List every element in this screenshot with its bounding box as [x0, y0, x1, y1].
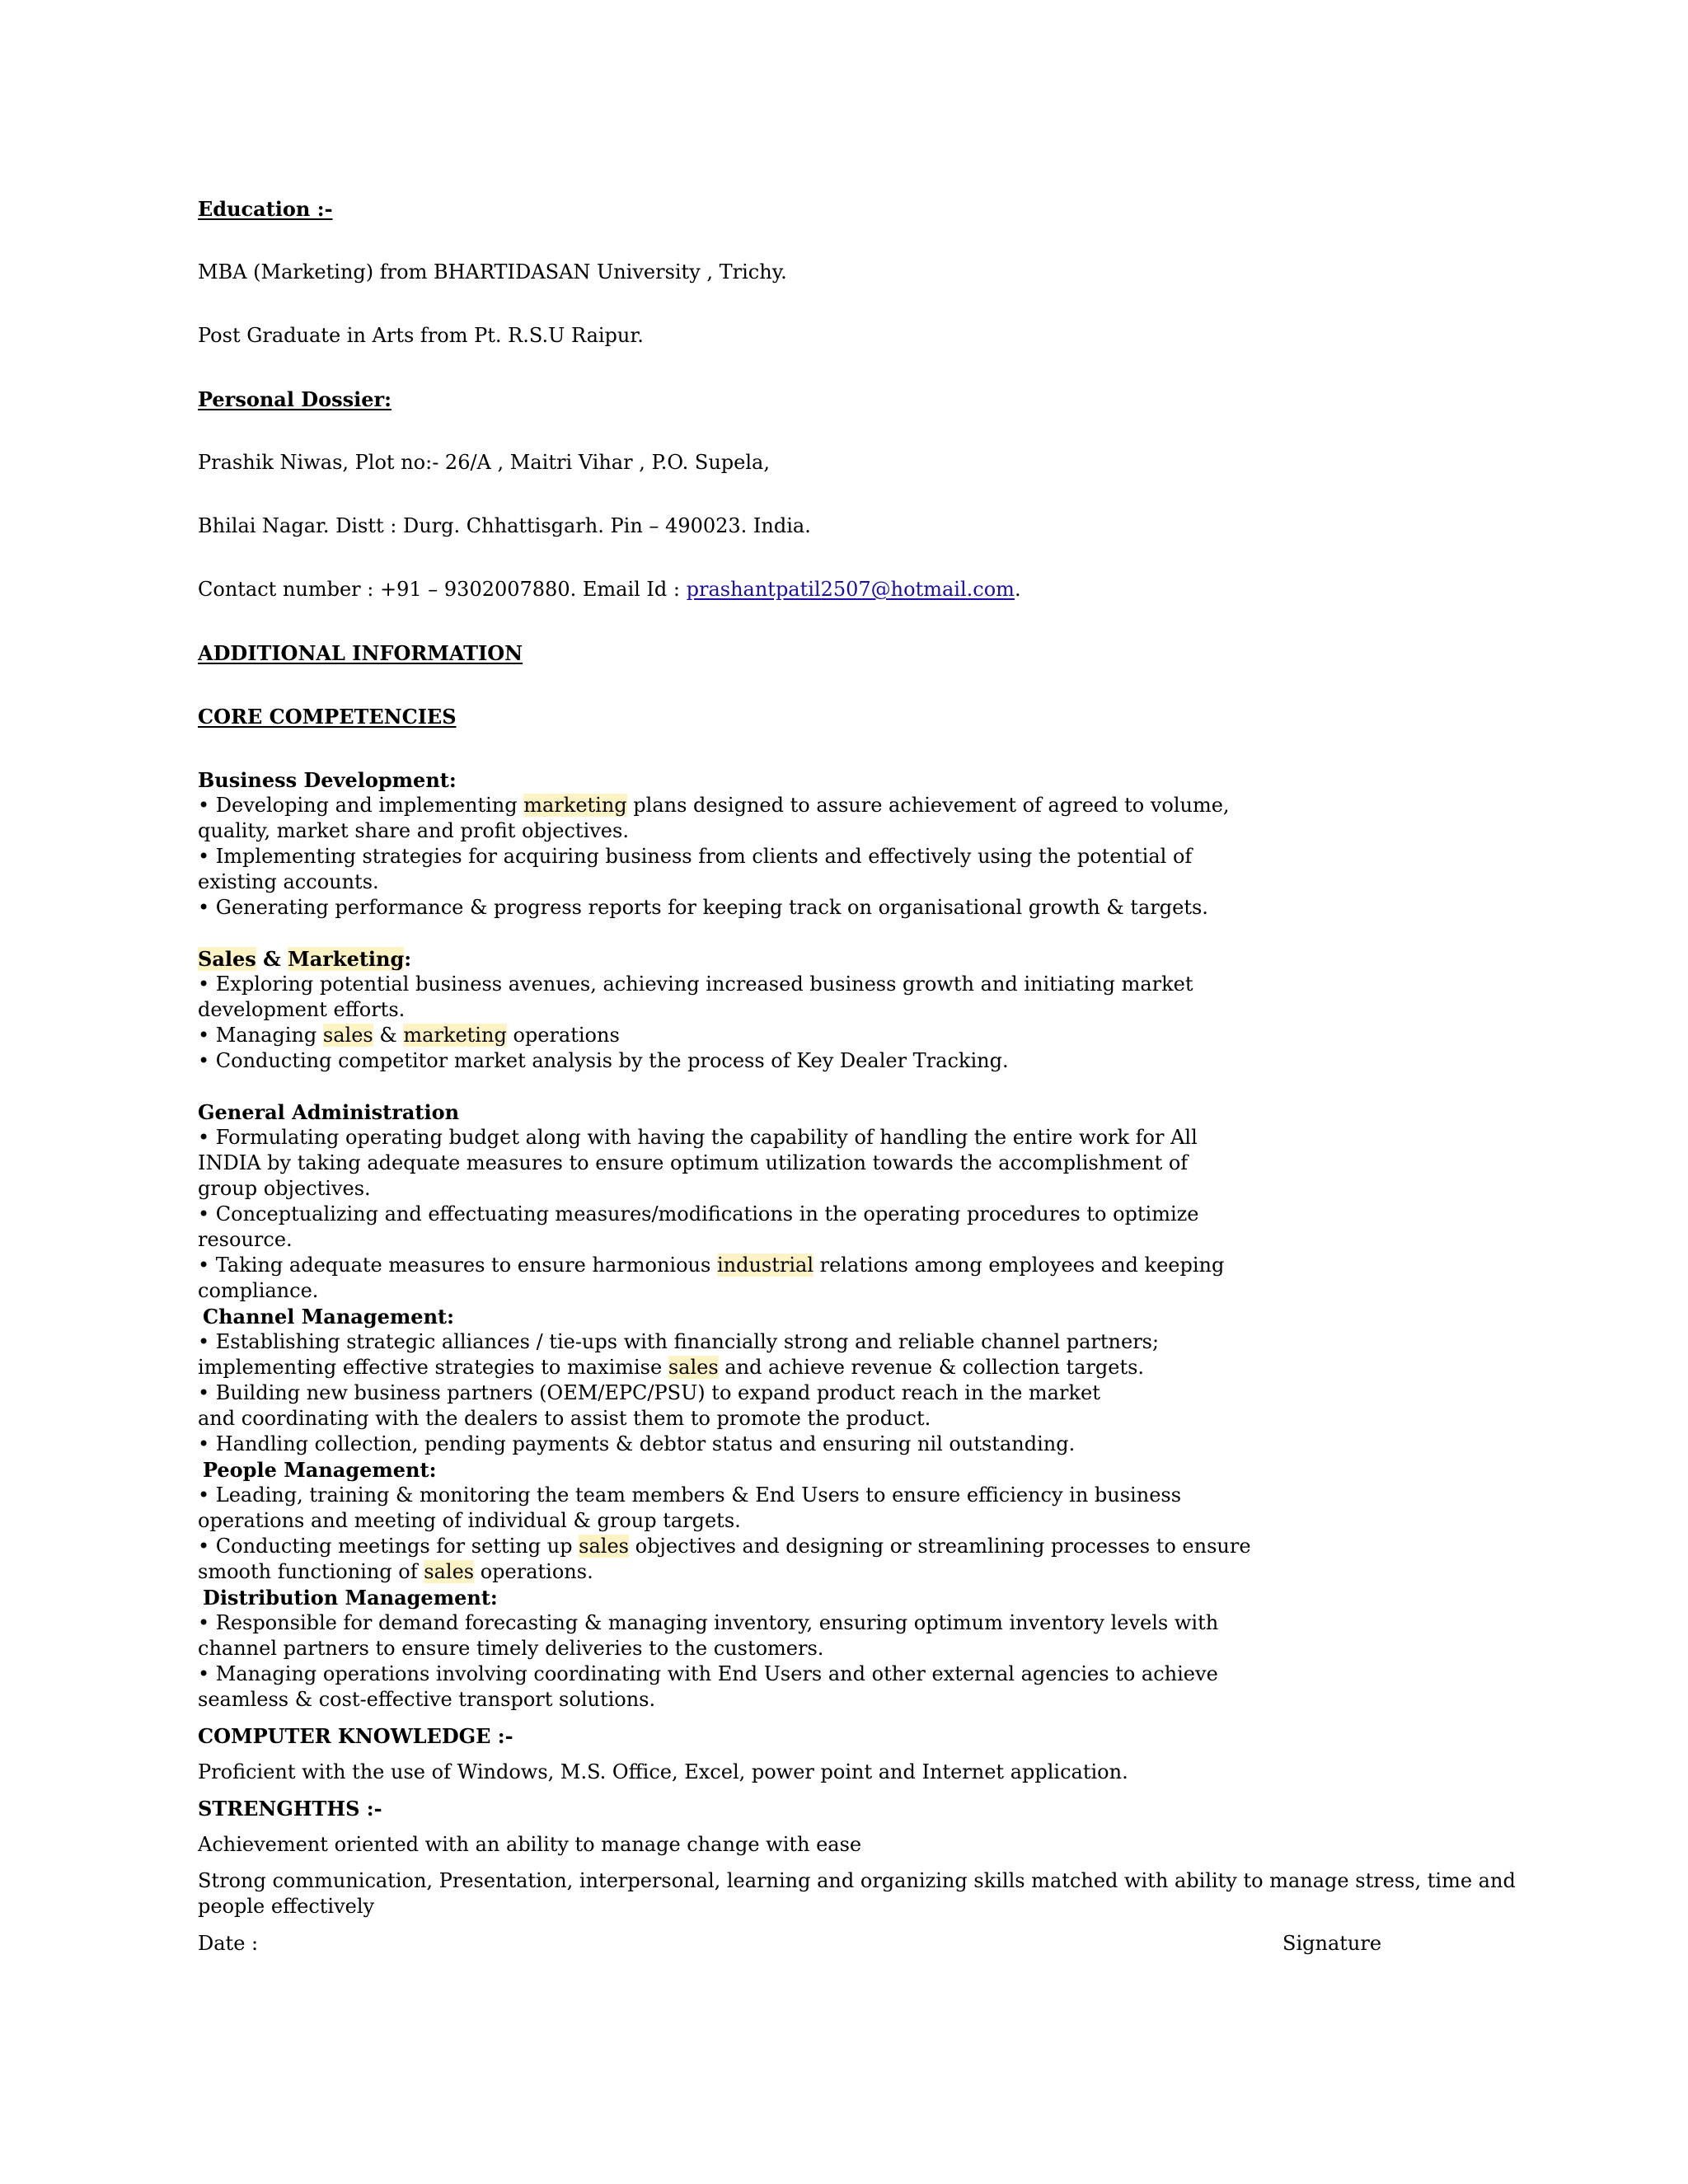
channel-mgmt-bullet-2-cont: and coordinating with the dealers to assist them to promote the product. — [198, 1407, 931, 1430]
sales-marketing-bullet-1: • Exploring potential business avenues, achieving increased business growth and initiating market — [198, 972, 1193, 996]
bullet-text: • Conducting meetings for setting up — [198, 1535, 579, 1558]
title-text: & — [256, 947, 288, 971]
strength-item-1: Achievement oriented with an ability to manage change with ease — [198, 1833, 862, 1856]
distribution-mgmt-bullet-2: • Managing operations involving coordinating with End Users and other external agencies to achieve — [198, 1662, 1218, 1685]
bullet-text: • Managing — [198, 1024, 323, 1047]
education-item-pg: Post Graduate in Arts from Pt. R.S.U Raipur. — [198, 324, 644, 347]
bullet-text: • Taking adequate measures to ensure harmonious — [198, 1254, 717, 1277]
distribution-management-title: Distribution Management: — [203, 1586, 498, 1610]
title-text: : — [404, 947, 412, 971]
bullet-text: operations. — [474, 1560, 593, 1583]
sales-marketing-bullet-2 — [198, 1023, 620, 1048]
personal-dossier-heading: Personal Dossier: — [198, 387, 392, 411]
people-mgmt-bullet-1-cont: operations and meeting of individual & group targets. — [198, 1509, 741, 1532]
general-admin-bullet-2: • Conceptualizing and effectuating measures/modifications in the operating procedures to optimize — [198, 1202, 1199, 1226]
general-admin-bullet-2-cont: resource. — [198, 1228, 293, 1251]
people-mgmt-bullet-2 — [198, 1534, 1251, 1559]
business-development-bullet-1 — [198, 793, 1230, 818]
education-heading: Education :- — [198, 197, 333, 221]
email-link[interactable]: prashantpatil2507@hotmail.com — [686, 578, 1015, 601]
general-admin-bullet-3-cont: compliance. — [198, 1279, 319, 1302]
signature-label: Signature — [1282, 1932, 1382, 1955]
general-administration-title: General Administration — [198, 1100, 460, 1124]
highlight-term: sales — [424, 1560, 475, 1583]
highlight-term: industrial — [716, 1254, 814, 1277]
people-mgmt-bullet-1: • Leading, training & monitoring the team members & End Users to ensure efficiency in business — [198, 1483, 1182, 1507]
distribution-mgmt-bullet-2-cont: seamless & cost-effective transport solutions. — [198, 1688, 656, 1711]
bullet-text: & — [373, 1024, 404, 1047]
bullet-text: implementing effective strategies to maximise — [198, 1356, 668, 1379]
business-development-bullet-1-cont: quality, market share and profit objectives. — [198, 819, 629, 842]
bullet-text: operations — [506, 1024, 620, 1047]
computer-knowledge-heading: COMPUTER KNOWLEDGE :- — [198, 1724, 513, 1748]
highlight-term: sales — [322, 1024, 373, 1047]
business-development-bullet-2-cont: existing accounts. — [198, 870, 379, 893]
sales-marketing-title — [198, 946, 411, 972]
general-admin-bullet-1-cont: INDIA by taking adequate measures to ensure optimum utilization towards the accomplishment of — [198, 1151, 1189, 1174]
address-line-1: Prashik Niwas, Plot no:- 26/A , Maitri Vihar , P.O. Supela, — [198, 451, 770, 474]
highlight-term: Marketing — [288, 947, 405, 971]
strength-item-2: Strong communication, Presentation, interpersonal, learning and organizing skills matched with ability to manage stress, time and — [198, 1869, 1516, 1892]
channel-management-title: Channel Management: — [203, 1305, 454, 1329]
bullet-text: smooth functioning of — [198, 1560, 424, 1583]
sales-marketing-bullet-3: • Conducting competitor market analysis by the process of Key Dealer Tracking. — [198, 1049, 1009, 1072]
bullet-text: relations among employees and keeping — [814, 1254, 1225, 1277]
business-development-bullet-3: • Generating performance & progress reports for keeping track on organisational growth & targets. — [198, 896, 1208, 919]
highlight-term: marketing — [523, 794, 627, 817]
general-admin-bullet-1: • Formulating operating budget along with having the capability of handling the entire work for All — [198, 1126, 1198, 1149]
highlight-term: Sales — [198, 947, 256, 971]
people-mgmt-bullet-2-cont — [198, 1559, 593, 1585]
strength-item-2-cont: people effectively — [198, 1895, 375, 1918]
channel-mgmt-bullet-1-cont — [198, 1355, 1144, 1380]
date-label: Date : — [198, 1932, 259, 1955]
strengths-heading: STRENGHTHS :- — [198, 1797, 382, 1821]
address-line-2: Bhilai Nagar. Distt : Durg. Chhattisgarh. Pin – 490023. India. — [198, 514, 811, 537]
channel-mgmt-bullet-1: • Establishing strategic alliances / tie-ups with financially strong and reliable channel partners; — [198, 1330, 1160, 1353]
core-competencies-heading: CORE COMPETENCIES — [198, 705, 457, 729]
channel-mgmt-bullet-3: • Handling collection, pending payments & debtor status and ensuring nil outstanding. — [198, 1432, 1076, 1455]
contact-number: Contact number : +91 – 9302007880. Email Id : — [198, 578, 687, 601]
general-admin-bullet-1-cont: group objectives. — [198, 1177, 371, 1200]
sales-marketing-bullet-1-cont: development efforts. — [198, 998, 406, 1021]
bullet-text: plans designed to assure achievement of agreed to volume, — [626, 794, 1230, 817]
contact-suffix: . — [1014, 578, 1021, 601]
highlight-term: sales — [579, 1535, 629, 1558]
business-development-bullet-2: • Implementing strategies for acquiring business from clients and effectively using the potential of — [198, 845, 1193, 868]
distribution-mgmt-bullet-1: • Responsible for demand forecasting & managing inventory, ensuring optimum inventory levels with — [198, 1611, 1219, 1634]
bullet-text: • Developing and implementing — [198, 794, 524, 817]
distribution-mgmt-bullet-1-cont: channel partners to ensure timely deliveries to the customers. — [198, 1637, 824, 1660]
bullet-text: and achieve revenue & collection targets. — [718, 1356, 1145, 1379]
highlight-term: sales — [668, 1356, 719, 1379]
channel-mgmt-bullet-2: • Building new business partners (OEM/EPC/PSU) to expand product reach in the market — [198, 1381, 1100, 1404]
computer-knowledge-text: Proficient with the use of Windows, M.S. Office, Excel, power point and Internet application. — [198, 1760, 1128, 1783]
highlight-term: marketing — [403, 1024, 507, 1047]
additional-information-heading: ADDITIONAL INFORMATION — [198, 641, 523, 665]
business-development-title: Business Development: — [198, 768, 457, 792]
bullet-text: objectives and designing or streamlining processes to ensure — [628, 1535, 1251, 1558]
people-management-title: People Management: — [203, 1458, 437, 1482]
contact-line — [198, 577, 1021, 602]
general-admin-bullet-3 — [198, 1253, 1224, 1278]
education-item-mba: MBA (Marketing) from BHARTIDASAN University , Trichy. — [198, 260, 787, 284]
